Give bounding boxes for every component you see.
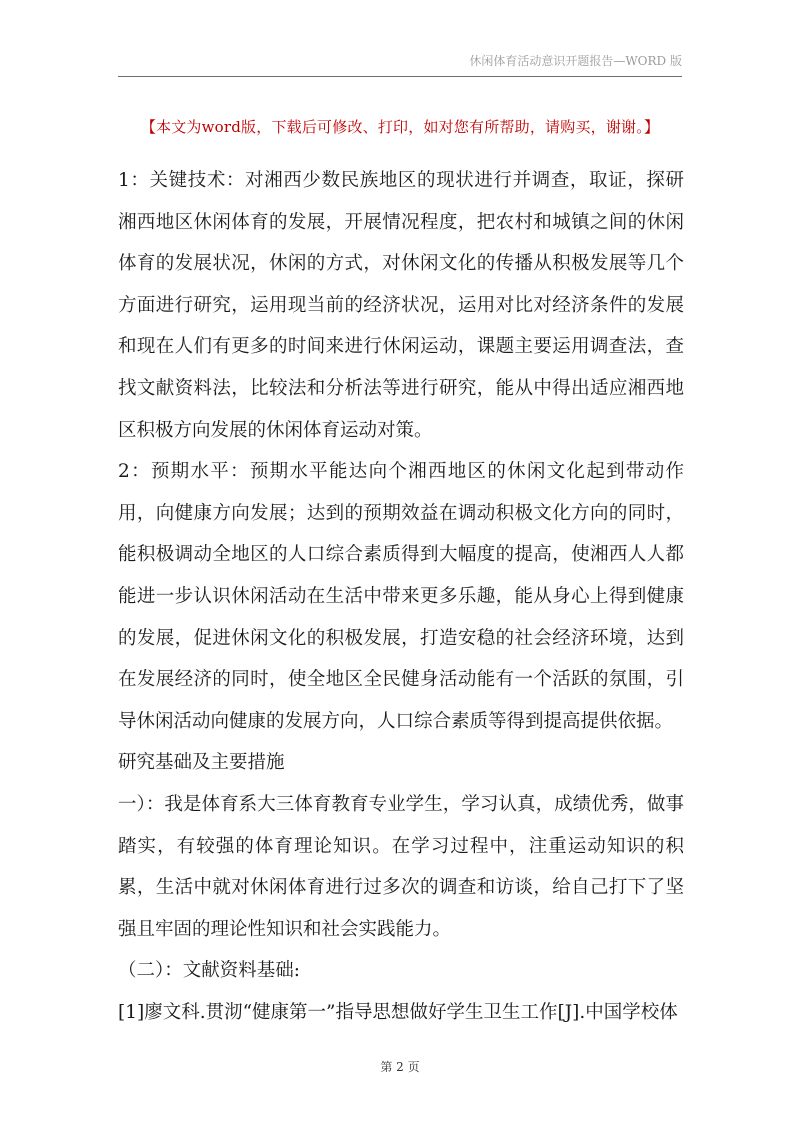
page-number: 第 2 页: [380, 1060, 420, 1074]
paragraph-key-technology: 1：关键技术：对湘西少数民族地区的现状进行并调查，取证，探研湘西地区休闲体育的发展，开展情况程度，把农村和城镇之间的休闲体育的发展状况，休闲的方式，对休闲文化的传播从积极发展等几个方面进行研究，运用现当前的经济状况，运用对比对经济条件的发展和现在人们有更多的时间来进行休闲运动，课题主要运用调查法，查找文献资料法，比较法和分析法等进行研究，能从中得出适应湘西地区积极方向发展的休闲体育运动对策。: [118, 170, 684, 441]
page-header: 休闲体育活动意识开题报告—WORD 版: [118, 50, 682, 77]
paragraph-student-basis: 一）：我是体育系大三体育教育专业学生，学习认真，成绩优秀，做事踏实，有较强的体育理论知识。在学习过程中，注重运动知识的积累，生活中就对休闲体育进行过多次的调查和访谈，给自己打下了坚强且牢固的理论性知识和社会实践能力。: [118, 793, 684, 940]
section-heading-research-basis: 研究基础及主要措施: [118, 752, 285, 774]
paragraph-literature-basis: （二）：文献资料基础:: [118, 960, 300, 982]
download-notice: 【本文为word版，下载后可修改、打印，如对您有所帮助，请购买，谢谢。】: [140, 118, 660, 136]
paragraph-expected-level: 2：预期水平：预期水平能达向个湘西地区的休闲文化起到带动作用，向健康方向发展；达到的预期效益在调动积极文化方向的同时，能积极调动全地区的人口综合素质得到大幅度的提高，使湘西人人都能进一步认识休闲活动在生活中带来更多乐趣，能从身心上得到健康的发展，促进休闲文化的积极发展，打造安稳的社会经济环境，达到在发展经济的同时，使全地区全民健身活动能有一个活跃的氛围，引导休闲活动向健康的发展方向，人口综合素质等得到提高提供依据。: [118, 461, 684, 732]
document-body: [118, 160, 684, 1033]
reference-item: [1]廖文科.贯沏“健康第一”指导思想做好学生卫生工作[J].中国学校体: [118, 1001, 678, 1023]
